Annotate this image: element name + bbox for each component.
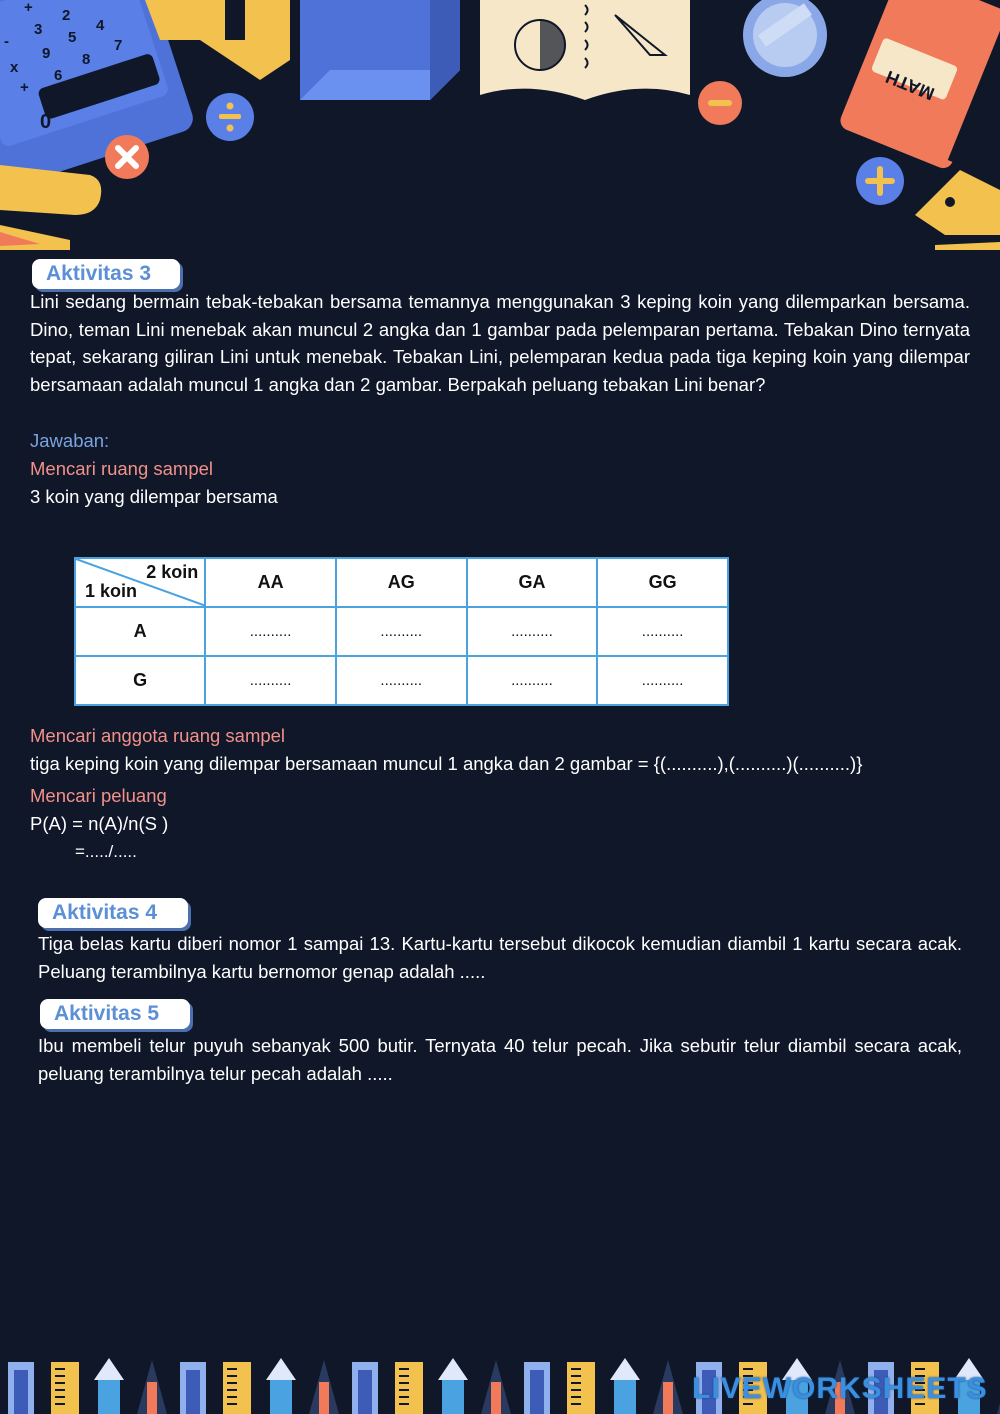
activity-5-problem: Ibu membeli telur puyuh sebanyak 500 butir. Ternyata 40 telur pecah. Jika sebutir telur diambil secara acak, peluang terambilnya telur pecah adalah ..... [38,1035,962,1084]
svg-text:x: x [10,59,19,76]
answer-blank-cell[interactable]: .......... [336,656,467,705]
blue-decoration [438,1358,468,1414]
answer-blank-cell[interactable]: .......... [205,607,336,656]
calculator-display: 0 [40,111,52,133]
ruler-decoration [567,1362,595,1414]
svg-text:9: 9 [42,45,51,62]
activity-4-title: Aktivitas 4 [38,898,188,928]
step-members-text[interactable]: tiga keping koin yang dilempar bersamaan muncul 1 angka dan 2 gambar = {(..........),(..........)(..........)} [30,753,863,774]
svg-text:3: 3 [34,21,43,38]
ruler-decoration [395,1362,423,1414]
step-probability-title: Mencari peluang [30,785,167,806]
svg-text:8: 8 [82,51,91,68]
cone-decoration [309,1360,339,1414]
notebook-label: MATH [882,66,938,105]
blue-decoration [266,1358,296,1414]
step-sample-space-text: 3 koin yang dilempar bersama [30,486,278,507]
answer-label: Jawaban: [30,430,110,451]
header-illustration [0,0,1000,255]
ruler-decoration [223,1362,251,1414]
table-header-row [75,558,728,607]
answer-blank-cell[interactable]: .......... [336,607,467,656]
answer-blank-cell[interactable]: .......... [597,656,728,705]
table-corner-cell [75,558,205,607]
column-header: GG [597,558,728,607]
column-header: GA [467,558,598,607]
activity-3-problem: Lini sedang bermain tebak-tebakan bersama temannya menggunakan 3 keping koin yang dilemparkan bersama. Dino, teman Lini menebak akan muncul 2 angka dan 1 gambar pada pelemparan pertama. Tebakan Dino ternyata tepat, sekarang giliran Lini untuk menebak. Tebakan Lini, pelemparan kedua pada tiga keping koin yang dilempar bersamaan adalah muncul 1 angka dan 2 gambar. Berpakah peluang tebakan Lini benar? [30,291,970,395]
step-sample-space-title: Mencari ruang sampel [30,458,214,479]
cone-decoration [137,1360,167,1414]
table-row [75,656,728,705]
column-header: AA [205,558,336,607]
answer-blank-cell[interactable]: .......... [205,656,336,705]
cone-decoration [653,1360,683,1414]
svg-text:+: + [24,0,33,16]
answer-blank-cell[interactable]: .......... [467,656,598,705]
table-row [75,607,728,656]
svg-text:4: 4 [96,17,105,34]
ruler-decoration [51,1362,79,1414]
pencil-decoration [524,1362,550,1414]
pencil-decoration [180,1362,206,1414]
step-members-title: Mencari anggota ruang sampel [30,725,286,746]
blue-decoration [610,1358,640,1414]
pencil-decoration [352,1362,378,1414]
probability-formula: P(A) = n(A)/n(S ) [30,813,169,834]
svg-text:+: + [20,79,29,96]
svg-text:6: 6 [54,67,63,84]
liveworksheets-watermark: LIVEWORKSHEETS [692,1372,988,1405]
cone-decoration [481,1360,511,1414]
activity-5-title: Aktivitas 5 [40,999,190,1029]
corner-bottom-label: 1 koin [85,581,138,601]
column-header: AG [336,558,467,607]
row-header: G [75,656,205,705]
sample-space-table [74,557,729,706]
corner-top-label: 2 koin [146,562,199,582]
pencil-decoration [8,1362,34,1414]
blue-decoration [94,1358,124,1414]
answer-blank-cell[interactable]: .......... [597,607,728,656]
svg-text:-: - [4,33,9,50]
activity-4-problem: Tiga belas kartu diberi nomor 1 sampai 13. Kartu-kartu tersebut dikocok kemudian diambil 1 kartu secara acak. Peluang terambilnya kartu bernomor genap adalah ..... [38,933,962,982]
row-header: A [75,607,205,656]
svg-text:7: 7 [114,37,123,54]
answer-blank-cell[interactable]: .......... [467,607,598,656]
probability-result-blank[interactable]: =...../..... [75,842,137,861]
svg-text:5: 5 [68,29,77,46]
activity-3-title: Aktivitas 3 [32,259,180,289]
svg-text:2: 2 [62,7,71,24]
